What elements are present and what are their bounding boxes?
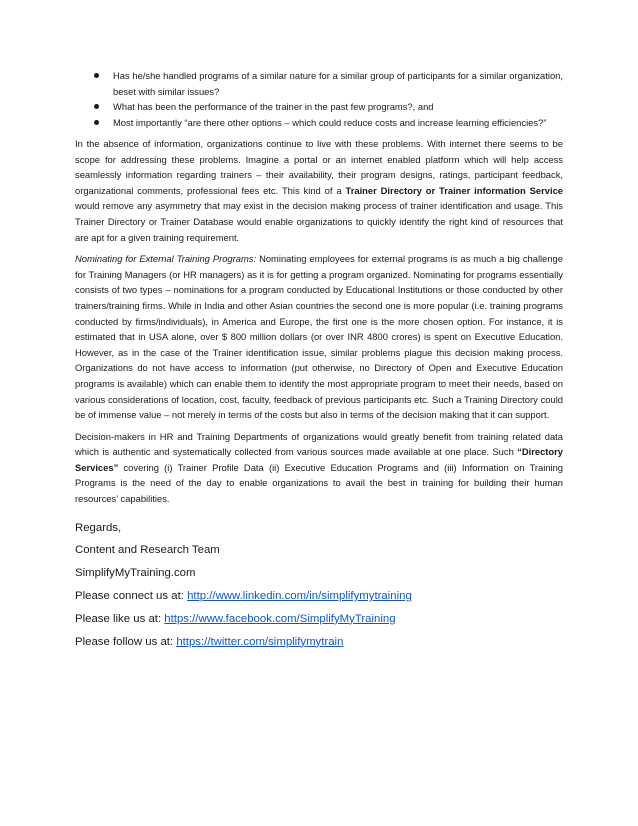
paragraph-trainer-directory: [75, 136, 563, 245]
italic-heading: Nominating for External Training Programs:: [75, 253, 257, 265]
twitter-link[interactable]: https://twitter.com/simplifymytrain: [176, 635, 344, 648]
trainer-questions-list: [75, 68, 563, 130]
linkedin-label: Please connect us at:: [75, 590, 188, 603]
facebook-link[interactable]: https://www.facebook.com/SimplifyMyTraining: [164, 612, 396, 625]
linkedin-link[interactable]: http://www.linkedin.com/in/simplifymytraining: [187, 590, 412, 603]
paragraph-text: would remove any asymmetry that may exist in the decision making process of trainer identification and usage. This Trainer Directory or Trainer Database would enable organizations to quickly identify the right kind of resources that are apt for a given training requirement.: [75, 200, 563, 243]
facebook-line: [75, 608, 563, 631]
document-page: [75, 68, 563, 653]
site-name: SimplifyMyTraining.com: [75, 567, 196, 580]
twitter-line: [75, 631, 563, 654]
paragraph-text: Decision-makers in HR and Training Departments of organizations would greatly benefit from training related data which is authentic and systematically collected from various sources made available at one place. Such: [75, 430, 563, 458]
bullet-icon: [94, 73, 99, 78]
bullet-icon: [94, 104, 99, 109]
list-item-text: Most importantly “are there other options – which could reduce costs and increase learning efficiencies?”: [113, 116, 547, 128]
bold-phrase: “Directory Services”: [75, 446, 563, 473]
paragraph-text: Nominating employees for external programs is as much a big challenge for Training Managers (or HR managers) as it is for getting a program organized. Nominating for programs essentially consists of two types – nominations for a program conducted by Educational Institutions or those conducted by other trainers/training firms. While in India and other Asian countries the second one is more popular (i.e. training programs conducted by firms/individuals), in America and Europe, the first one is the more chosen option. For instance, it is estimated that in USA alone, over $ 800 million dollars (or over INR 4800 crores) is spent on Executive Education. However, as in the case of the Trainer identification issue, similar problems plague this decision making process. Organizations do not have access to information (put otherwise, no Directory of Open and Executive Education programs is available) which can enable them to identify the most appropriate program to meet their needs, based on various considerations of location, cost, faculty, feedback of previous participants etc. Such a Training Directory could be of immense value – not merely in terms of the costs but also in terms of the decision making that it can support.: [75, 253, 563, 421]
paragraph-text: In the absence of information, organizations continue to live with these problems. With internet there seems to be scope for addressing these problems. Imagine a portal or an internet enabled platform which will help access seamlessly information regarding trainers – their availability, their program designs, ratings, participant feedback, organizational comments, professional fees etc. This kind of a: [75, 138, 563, 196]
facebook-label: Please like us at:: [75, 612, 165, 625]
bullet-icon: [94, 120, 99, 125]
regards-text: Regards,: [75, 521, 122, 534]
team-name: Content and Research Team: [75, 544, 220, 557]
paragraph-text: covering (i) Trainer Profile Data (ii) Executive Education Programs and (iii) Information on Training Programs is the need of the day to enable organizations to avail the best in training for building their human resources’ capabilities.: [75, 461, 563, 505]
bold-phrase: Trainer Directory or Trainer information Service: [345, 184, 563, 196]
linkedin-line: [75, 585, 563, 608]
paragraph-external-programs: [75, 251, 563, 423]
paragraph-directory-services: [75, 429, 563, 507]
list-item: [75, 115, 563, 131]
list-item: [75, 68, 563, 99]
closing-block: [75, 517, 563, 654]
twitter-label: Please follow us at:: [75, 635, 177, 648]
list-item-text: What has been the performance of the trainer in the past few programs?, and: [113, 101, 434, 112]
list-item: [75, 99, 563, 115]
list-item-text: Has he/she handled programs of a similar nature for a similar group of participants for a similar organization, beset with similar issues?: [113, 70, 563, 97]
